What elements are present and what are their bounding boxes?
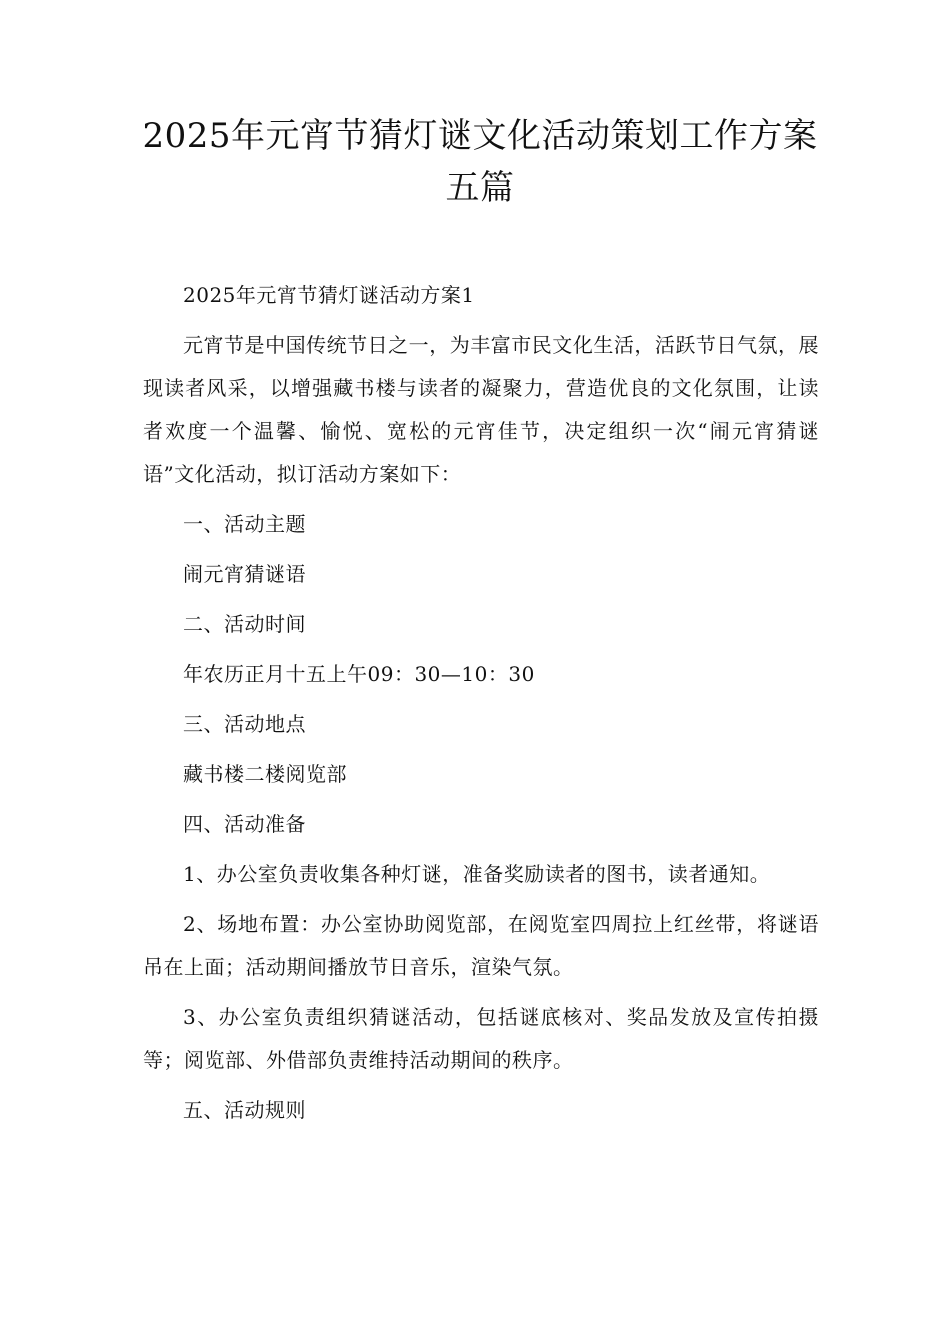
intro-paragraph: 元宵节是中国传统节日之一，为丰富市民文化生活，活跃节日气氛，展现读者风采，以增强藏书楼与读者的凝聚力，营造优良的文化氛围，让读者欢度一个温馨、愉悦、宽松的元宵佳节，决定组织一次“闹元宵猜谜语”文化活动，拟订活动方案如下：	[143, 333, 819, 486]
section-heading-preparation: 四、活动准备	[183, 812, 306, 836]
document-title-line-1: 2025年元宵节猜灯谜文化活动策划工作方案	[142, 116, 818, 156]
section-heading-theme: 一、活动主题	[183, 512, 306, 536]
section-heading-time: 二、活动时间	[183, 612, 306, 636]
section-heading-rules: 五、活动规则	[183, 1098, 306, 1122]
document-body	[143, 274, 819, 1139]
preparation-item-3: 3、办公室负责组织猜谜活动，包括谜底核对、奖品发放及宣传拍摄等；阅览部、外借部负责维持活动期间的秩序。	[143, 1005, 819, 1072]
plan-heading: 2025年元宵节猜灯谜活动方案1	[183, 283, 475, 307]
time-text: 年农历正月十五上午09：30—10：30	[183, 662, 535, 686]
preparation-item-2: 2、场地布置：办公室协助阅览部，在阅览室四周拉上红丝带，将谜语吊在上面；活动期间播放节日音乐，渲染气氛。	[143, 912, 819, 979]
location-text: 藏书楼二楼阅览部	[183, 762, 347, 786]
document-title	[130, 110, 830, 214]
preparation-item-1: 1、办公室负责收集各种灯谜，准备奖励读者的图书，读者通知。	[183, 862, 771, 886]
theme-text: 闹元宵猜谜语	[183, 562, 306, 586]
document-title-line-2: 五篇	[445, 168, 515, 208]
section-heading-location: 三、活动地点	[183, 712, 306, 736]
